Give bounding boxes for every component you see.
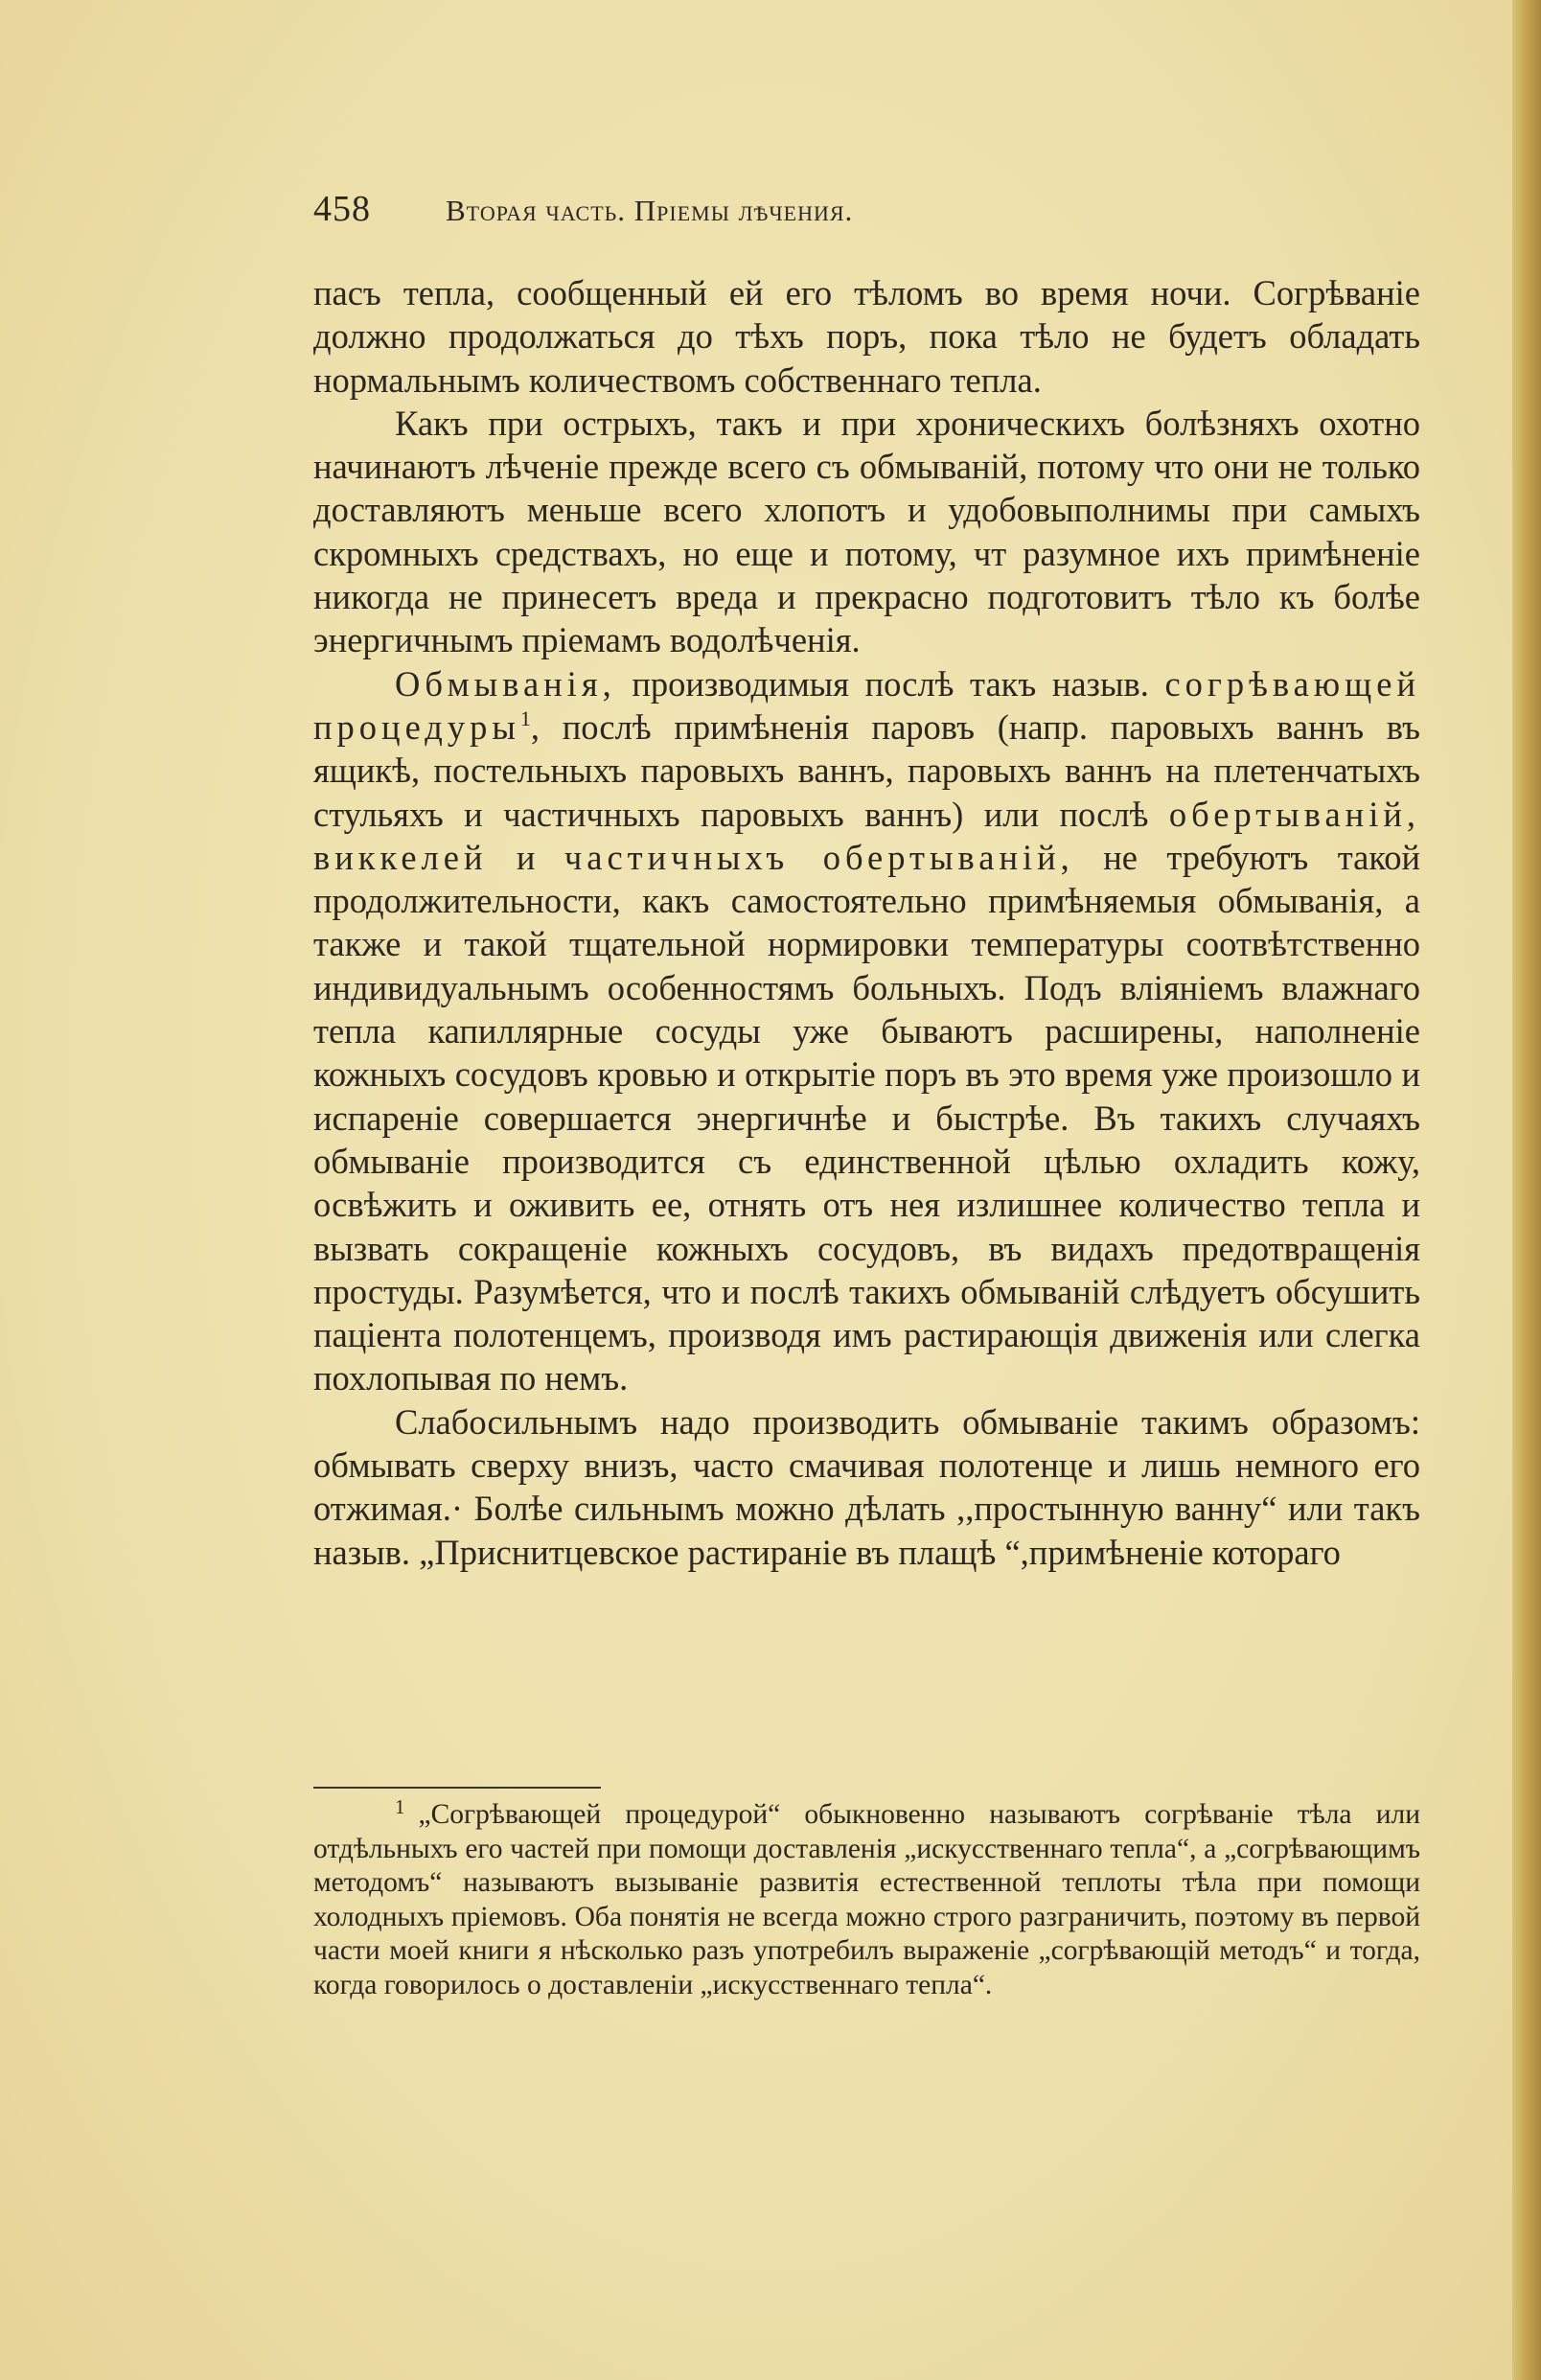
footnote-mark: 1 xyxy=(395,1795,405,1818)
emphasis-chastichnykh: частичныхъ обертываній, xyxy=(564,837,1074,877)
body-text xyxy=(313,271,1420,1574)
paragraph-3-text-d: не требуютъ такой продолжительности, какъ самостоятельно примѣняемыя обмыванія, а также и такой тщательной нормировки температуры соотвѣтственно индивидуальнымъ особенностямъ больныхъ. Подъ вліяніемъ влажнаго тепла капиллярные сосуды уже бываютъ расширены, наполненіе кожныхъ сосудовъ кровью и открытіе поръ въ это время уже произошло и испареніе совершается энергичнѣе и быстрѣе. Въ такихъ случаяхъ обмываніе производится съ единственной цѣлью охладить кожу, освѣжить и оживить ее, отнять отъ нея излишнее количество тепла и вызвать сокращеніе кожныхъ сосудовъ, въ видахъ предотвращенія простуды. Разумѣется, что и послѣ такихъ обмываній слѣдуетъ обсушить паціента полотенцемъ, производя имъ растирающія движенія или слегка похлопывая по немъ. xyxy=(313,837,1420,1398)
paragraph-3-text-c: и xyxy=(487,837,564,877)
footnote-ref: 1 xyxy=(519,705,531,730)
paragraph-2: Какъ при острыхъ, такъ и при хроническихъ болѣзняхъ охотно начинаютъ лѣченіе прежде всего съ обмываній, потому что они не только доставляютъ меньше всего хлопотъ и удобовыполнимы при самыхъ скромныхъ средствахъ, но еще и потому, чт разумное ихъ примѣненіе никогда не принесетъ вреда и прекрасно подготовитъ тѣло къ болѣе энергичнымъ пріемамъ водолѣченія. xyxy=(313,403,1420,660)
footnote xyxy=(313,1795,1420,2002)
page-spine-edge xyxy=(1512,0,1541,2380)
emphasis-obmyvaniya: Обмыванія, xyxy=(395,663,616,704)
paragraph-3-text-b: , послѣ примѣненія паровъ (напр. паровыхъ ваннъ въ ящикѣ, постельныхъ паровыхъ ваннъ, паровыхъ ваннъ на плетенчатыхъ стульяхъ и частичныхъ паровыхъ ваннъ) или послѣ xyxy=(313,706,1420,834)
emphasis-obertyvaniy: обертываній, виккелей xyxy=(313,794,1420,877)
emphasis-sogrevayushchey: согрѣвающей процедуры xyxy=(313,663,1420,747)
page-number: 458 xyxy=(313,189,371,229)
paragraph-3-text-a: производимыя послѣ такъ назыв. xyxy=(615,663,1165,704)
paragraph-1: пасъ тепла, сообщенный ей его тѣломъ во время ночи. Согрѣваніе должно продолжаться до тѣхъ поръ, пока тѣло не будетъ обладать нормальнымъ количествомъ собственнаго тепла. xyxy=(313,273,1420,400)
paragraph-4: Слабосильнымъ надо производить обмываніе такимъ образомъ: обмывать сверху внизъ, часто смачивая полотенце и лишь немного его отжимая.· Болѣе сильнымъ можно дѣлать ,,простынную ванну“ или такъ назыв. „Приснитцевское растираніе въ плащѣ “,примѣненіе котораго xyxy=(313,1401,1420,1572)
running-head: Вторая часть. Пріемы лѣчения. xyxy=(446,194,854,227)
paragraph-3 xyxy=(313,662,1420,1400)
footnote-text: „Согрѣвающей процедурой“ обыкновенно называютъ согрѣваніе тѣла или отдѣльныхъ его частей при помощи доставленія „искусственнаго тепла“, а „согрѣвающимъ методомъ“ называютъ вызываніе развитія естественной теплоты тѣла при помощи холодныхъ пріемовъ. Оба понятія не всегда можно строго разграничить, поэтому въ первой части моей книги я нѣсколько разъ употребилъ выраженіе „согрѣвающій методъ“ и тогда, когда говорилось о доставленіи „искусственнаго тепла“. xyxy=(313,1799,1420,2000)
page-header xyxy=(313,188,1420,236)
footnote-rule xyxy=(313,1787,601,1789)
